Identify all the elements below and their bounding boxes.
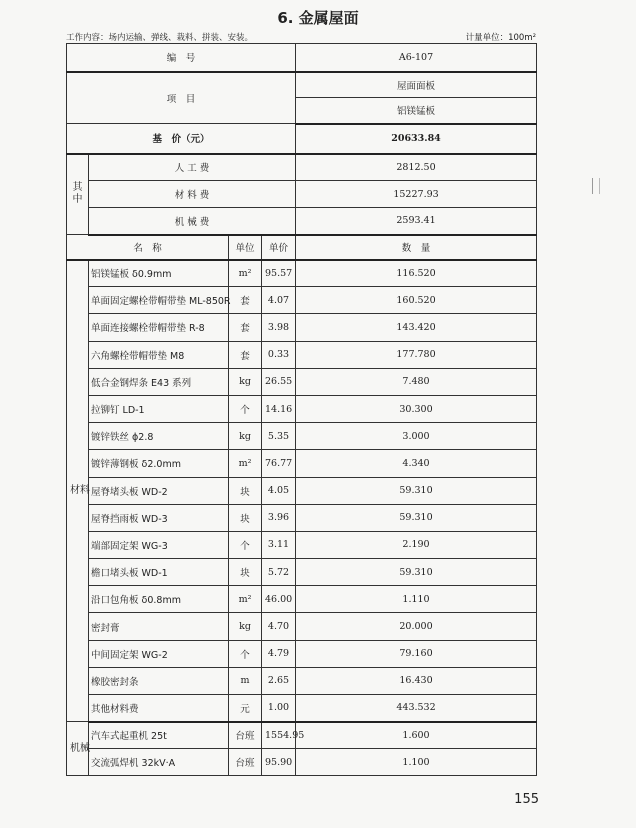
materials-name: 单面连接螺栓带帽带垫 R-8 [89,314,229,341]
machines-row [67,749,537,776]
material-fee-label: 材 料 费 [89,181,296,208]
materials-row [67,613,537,640]
materials-name: 单面固定螺栓带帽带垫 ML-850R [89,287,229,314]
materials-qty: 59.310 [296,477,537,504]
labor-label: 人 工 费 [89,154,296,181]
materials-qty: 116.520 [296,260,537,287]
machine-fee-value: 2593.41 [296,208,537,235]
materials-row [67,395,537,422]
materials-qty: 59.310 [296,504,537,531]
materials-price: 3.98 [262,314,296,341]
materials-name: 镀锌铁丝 ϕ2.8 [89,423,229,450]
materials-price: 14.16 [262,395,296,422]
item-label: 项 目 [67,72,296,124]
materials-price: 76.77 [262,450,296,477]
machines-name: 汽车式起重机 25t [89,722,229,749]
materials-name: 端部固定架 WG-3 [89,531,229,558]
materials-name: 其他材料费 [89,695,229,722]
materials-name: 低合金钢焊条 E43 系列 [89,368,229,395]
labor-value: 2812.50 [296,154,537,181]
materials-qty: 3.000 [296,423,537,450]
materials-name: 拉铆钉 LD-1 [89,395,229,422]
materials-unit: 个 [229,531,262,558]
materials-unit: 个 [229,395,262,422]
item-value-2: 铝镁锰板 [296,98,537,124]
materials-qty: 20.000 [296,613,537,640]
materials-qty: 79.160 [296,640,537,667]
materials-qty: 7.480 [296,368,537,395]
materials-qty: 59.310 [296,559,537,586]
machines-name: 交流弧焊机 32kV·A [89,749,229,776]
materials-unit: 块 [229,504,262,531]
machines-qty: 1.600 [296,722,537,749]
materials-unit: kg [229,613,262,640]
code-row [67,44,537,72]
machines-unit: 台班 [229,722,262,749]
materials-price: 3.96 [262,504,296,531]
materials-price: 4.07 [262,287,296,314]
materials-name: 屋脊挡雨板 WD-3 [89,504,229,531]
materials-row [67,695,537,722]
materials-row [67,477,537,504]
materials-price: 4.05 [262,477,296,504]
materials-unit: m [229,667,262,694]
materials-unit: 套 [229,341,262,368]
materials-qty: 30.300 [296,395,537,422]
materials-price: 4.70 [262,613,296,640]
materials-unit: 个 [229,640,262,667]
materials-row [67,287,537,314]
materials-price: 95.57 [262,260,296,287]
materials-unit: 元 [229,695,262,722]
machines-row [67,722,537,749]
materials-row [67,586,537,613]
materials-price: 26.55 [262,368,296,395]
machine-fee-label: 机 械 费 [89,208,296,235]
materials-name: 屋脊堵头板 WD-2 [89,477,229,504]
machines-unit: 台班 [229,749,262,776]
materials-price: 2.65 [262,667,296,694]
materials-price: 0.33 [262,341,296,368]
machines-qty: 1.100 [296,749,537,776]
materials-row [67,640,537,667]
materials-row [67,667,537,694]
materials-unit: 块 [229,559,262,586]
materials-qty: 143.420 [296,314,537,341]
item-value-1: 屋面面板 [296,72,537,98]
materials-unit: 套 [229,287,262,314]
materials-unit: 块 [229,477,262,504]
materials-name: 六角螺栓带帽带垫 M8 [89,341,229,368]
materials-name: 铝镁锰板 δ0.9mm [89,260,229,287]
machine-fee-row [67,208,537,235]
materials-row [67,504,537,531]
materials-unit: kg [229,423,262,450]
binding-mark [592,178,600,194]
materials-unit: 套 [229,314,262,341]
machines-group-label: 机械 [67,722,89,776]
material-fee-row [67,181,537,208]
base-price-label: 基 价（元） [67,124,296,154]
base-price-row [67,124,537,154]
materials-price: 5.35 [262,423,296,450]
materials-unit: kg [229,368,262,395]
unit-of-measure: 计量单位：100m² [465,33,536,43]
materials-price: 46.00 [262,586,296,613]
materials-unit: m² [229,586,262,613]
materials-row [67,423,537,450]
materials-qty: 2.190 [296,531,537,558]
column-header-row [67,235,537,260]
materials-row [67,450,537,477]
materials-price: 4.79 [262,640,296,667]
col-unit-header: 单位 [229,235,262,260]
materials-qty: 1.110 [296,586,537,613]
machines-price: 1554.95 [262,722,296,749]
materials-qty: 16.430 [296,667,537,694]
col-qty-header: 数 量 [296,235,537,260]
materials-row [67,559,537,586]
code-label: 编 号 [67,44,296,72]
materials-qty: 177.780 [296,341,537,368]
materials-name: 密封膏 [89,613,229,640]
materials-row [67,531,537,558]
base-price-value: 20633.84 [296,124,537,154]
labor-row [67,154,537,181]
code-value: A6-107 [296,44,537,72]
materials-name: 橡胶密封条 [89,667,229,694]
materials-price: 3.11 [262,531,296,558]
page-number: 155 [514,792,539,807]
materials-qty: 4.340 [296,450,537,477]
materials-row [67,341,537,368]
materials-name: 檐口堵头板 WD-1 [89,559,229,586]
material-fee-value: 15227.93 [296,181,537,208]
among-label: 其中 [67,154,89,235]
materials-group-label: 材料 [67,260,89,722]
materials-name: 沿口包角板 δ0.8mm [89,586,229,613]
materials-unit: m² [229,450,262,477]
materials-row [67,368,537,395]
quota-table [66,43,537,776]
materials-unit: m² [229,260,262,287]
col-name-header: 名 称 [67,235,229,260]
materials-qty: 160.520 [296,287,537,314]
page-title: 6. 金属屋面 [277,9,359,27]
materials-name: 中间固定架 WG-2 [89,640,229,667]
materials-row [67,260,537,287]
col-price-header: 单价 [262,235,296,260]
materials-name: 镀锌薄钢板 δ2.0mm [89,450,229,477]
item-row-1 [67,72,537,98]
machines-price: 95.90 [262,749,296,776]
materials-row [67,314,537,341]
materials-qty: 443.532 [296,695,537,722]
work-content: 工作内容：场内运输、弹线、栽料、拼装、安装。 [66,33,254,43]
materials-price: 5.72 [262,559,296,586]
materials-price: 1.00 [262,695,296,722]
